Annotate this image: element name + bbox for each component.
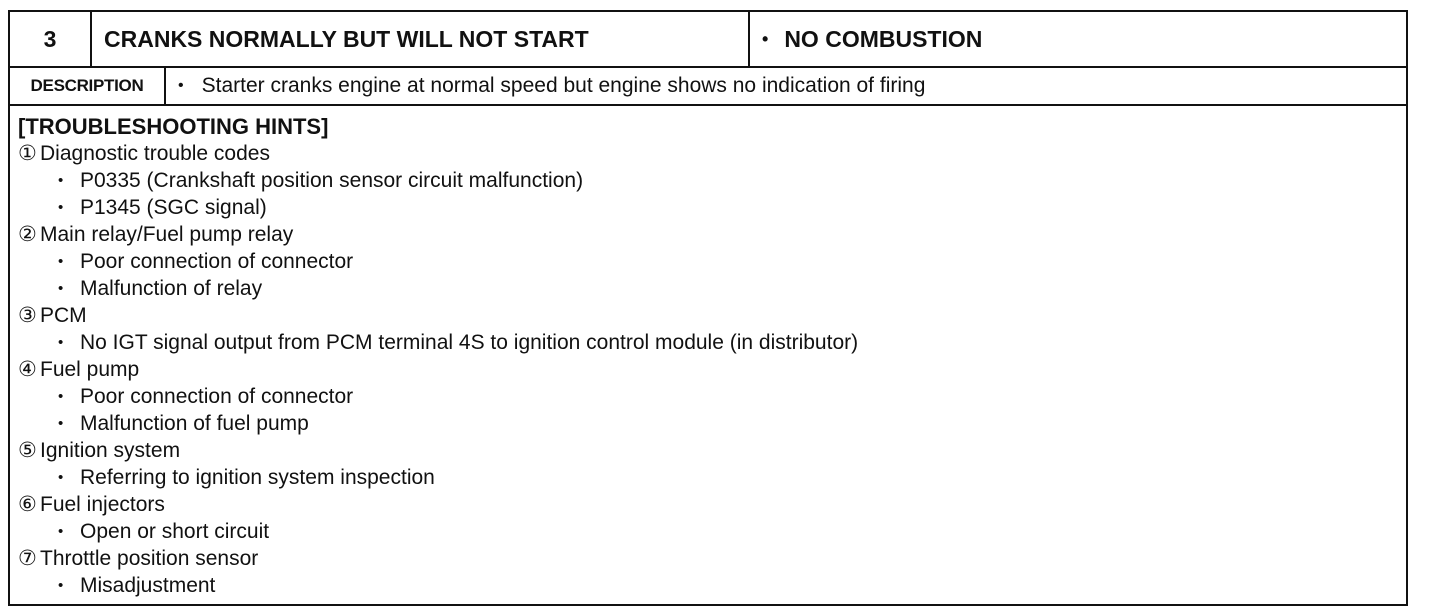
hint-list: [18, 140, 1406, 599]
hint-item-text: Malfunction of fuel pump: [80, 412, 309, 435]
step-label: PCM: [40, 304, 87, 327]
hint-item-text: Poor connection of connector: [80, 385, 354, 408]
symptom-number: 3: [10, 12, 92, 66]
bullet-icon: •: [58, 253, 64, 270]
bullet-icon: •: [58, 469, 64, 486]
step-label: Throttle position sensor: [40, 547, 259, 570]
hint-item-text: Misadjustment: [80, 574, 216, 597]
bullet-icon: •: [178, 77, 184, 94]
hints-title: [TROUBLESHOOTING HINTS]: [18, 114, 329, 139]
hint-item: [18, 275, 1406, 302]
bullet-icon: •: [58, 523, 64, 540]
hint-step: [18, 140, 1406, 167]
step-label: Main relay/Fuel pump relay: [40, 223, 294, 246]
description-text: Starter cranks engine at normal speed but engine shows no indication of firing: [201, 74, 926, 97]
hint-item: [18, 464, 1406, 491]
hint-item: [18, 383, 1406, 410]
bullet-icon: •: [58, 334, 64, 351]
hint-item: [18, 194, 1406, 221]
hint-item: [18, 329, 1406, 356]
description-label: DESCRIPTION: [10, 68, 166, 104]
hint-step: [18, 545, 1406, 572]
step-label: Diagnostic trouble codes: [40, 142, 270, 165]
hint-item: [18, 248, 1406, 275]
hint-step: [18, 221, 1406, 248]
hint-step: [18, 491, 1406, 518]
bullet-icon: •: [58, 577, 64, 594]
step-number-icon: ①: [18, 142, 37, 165]
step-label: Ignition system: [40, 439, 181, 462]
bullet-icon: •: [58, 172, 64, 189]
hint-item: [18, 410, 1406, 437]
troubleshooting-table: [8, 10, 1408, 606]
hint-item-text: No IGT signal output from PCM terminal 4S to ignition control module (in distributor): [80, 331, 859, 354]
troubleshooting-hints: [10, 106, 1406, 604]
hint-item: [18, 167, 1406, 194]
hint-item-text: Open or short circuit: [80, 520, 270, 543]
hint-item-text: Malfunction of relay: [80, 277, 263, 300]
hint-item-text: Poor connection of connector: [80, 250, 354, 273]
hint-item: [18, 518, 1406, 545]
step-number-icon: ③: [18, 304, 37, 327]
bullet-icon: •: [58, 199, 64, 216]
step-number-icon: ⑤: [18, 439, 37, 462]
bullet-icon: •: [58, 415, 64, 432]
cause-cell: [750, 12, 1406, 66]
hint-step: [18, 302, 1406, 329]
hint-step: [18, 437, 1406, 464]
description-cell: [166, 68, 1406, 104]
bullet-icon: •: [58, 388, 64, 405]
description-row: [10, 68, 1406, 106]
header-row: [10, 12, 1406, 68]
step-label: Fuel pump: [40, 358, 140, 381]
step-number-icon: ⑦: [18, 547, 37, 570]
hint-item-text: P0335 (Crankshaft position sensor circuit malfunction): [80, 169, 584, 192]
hint-step: [18, 356, 1406, 383]
cause-text: NO COMBUSTION: [784, 25, 983, 52]
bullet-icon: •: [762, 28, 769, 49]
step-label: Fuel injectors: [40, 493, 165, 516]
hint-item-text: P1345 (SGC signal): [80, 196, 267, 219]
step-number-icon: ⑥: [18, 493, 37, 516]
step-number-icon: ④: [18, 358, 37, 381]
symptom-title: CRANKS NORMALLY BUT WILL NOT START: [92, 12, 750, 66]
hint-item-text: Referring to ignition system inspection: [80, 466, 435, 489]
bullet-icon: •: [58, 280, 64, 297]
step-number-icon: ②: [18, 223, 37, 246]
hint-item: [18, 572, 1406, 599]
